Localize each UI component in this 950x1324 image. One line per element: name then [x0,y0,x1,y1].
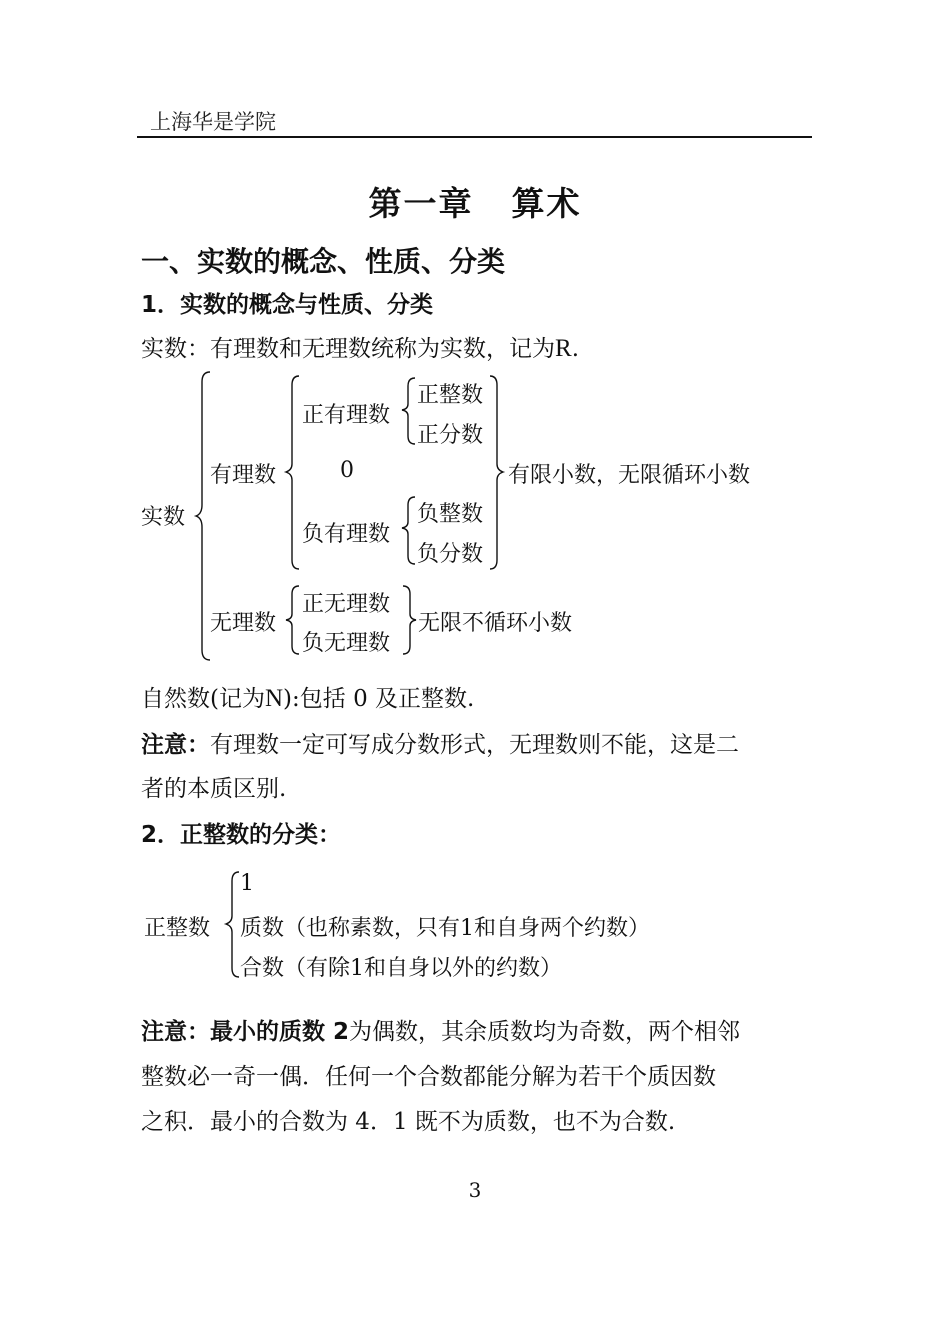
note2-text: 为偶数，其余质数均为奇数，两个相邻 [349,1019,741,1045]
definition-end: . [571,336,579,362]
brace-rational [286,376,299,569]
tree2-root: 正整数 [144,916,211,941]
chapter-name: 算术 [511,184,582,223]
tree-irrational-note: 无限不循环小数 [418,611,573,636]
brace-irrational [286,586,299,654]
natural-number-line [141,680,474,713]
brace-rational-close [490,376,503,569]
natural-symbol: N [264,685,284,712]
tree-neg-rational: 负有理数 [302,522,391,547]
note2-line2: 整数必一奇一偶．任何一个合数都能分解为若干个质因数 [141,1064,716,1090]
brace-positive-integer [226,872,239,977]
tree-root: 实数 [141,505,186,530]
brace-irrational-close [403,586,416,654]
tree-neg-fraction: 负分数 [417,542,484,567]
tree-pos-irrational: 正无理数 [302,592,391,617]
tree-rational-note: 有限小数，无限循环小数 [508,463,751,488]
note1-line2: 者的本质区别. [141,776,287,802]
tree2-composite: 合数（有除1和自身以外的约数） [240,956,562,981]
section-heading: 一、实数的概念、性质、分类 [141,245,506,278]
natural-text-1: 自然数(记为 [141,686,265,712]
subsection-heading-2: 2．正整数的分类： [141,822,342,848]
page-number: 3 [468,1178,482,1202]
tree-pos-rational: 正有理数 [302,403,391,428]
tree-rational: 有理数 [210,463,277,488]
tree-zero: 0 [340,458,354,483]
note1-text: 有理数一定可写成分数形式，无理数则不能，这是二 [210,732,739,758]
note2-line1 [141,1013,740,1046]
tree-irrational: 无理数 [210,611,277,636]
note1-label: 注意： [141,732,210,758]
brace-neg-rational [402,497,415,564]
note2-line3: 之积．最小的合数为 4．1 既不为质数，也不为合数. [141,1109,676,1135]
tree-neg-irrational: 负无理数 [302,631,391,656]
definition-symbol: R [555,335,572,362]
natural-text-2: ):包括 0 及正整数. [283,686,475,712]
definition-text: 实数：有理数和无理数统称为实数，记为 [141,336,555,362]
tree-neg-integer: 负整数 [417,502,484,527]
note1-line1 [141,726,739,759]
subsection-heading-1: 1．实数的概念与性质、分类 [141,292,434,318]
chapter-number: 第一章 [368,184,474,223]
tree-pos-fraction: 正分数 [417,423,484,448]
header-institution: 上海华是学院 [150,110,276,134]
brace-real [196,372,210,660]
tree2-prime: 质数（也称素数，只有1和自身两个约数） [240,916,650,941]
tree2-one: 1 [240,871,254,896]
brace-pos-rational [402,378,415,444]
note2-label: 注意：最小的质数 2 [141,1019,350,1045]
tree-pos-integer: 正整数 [417,383,484,408]
